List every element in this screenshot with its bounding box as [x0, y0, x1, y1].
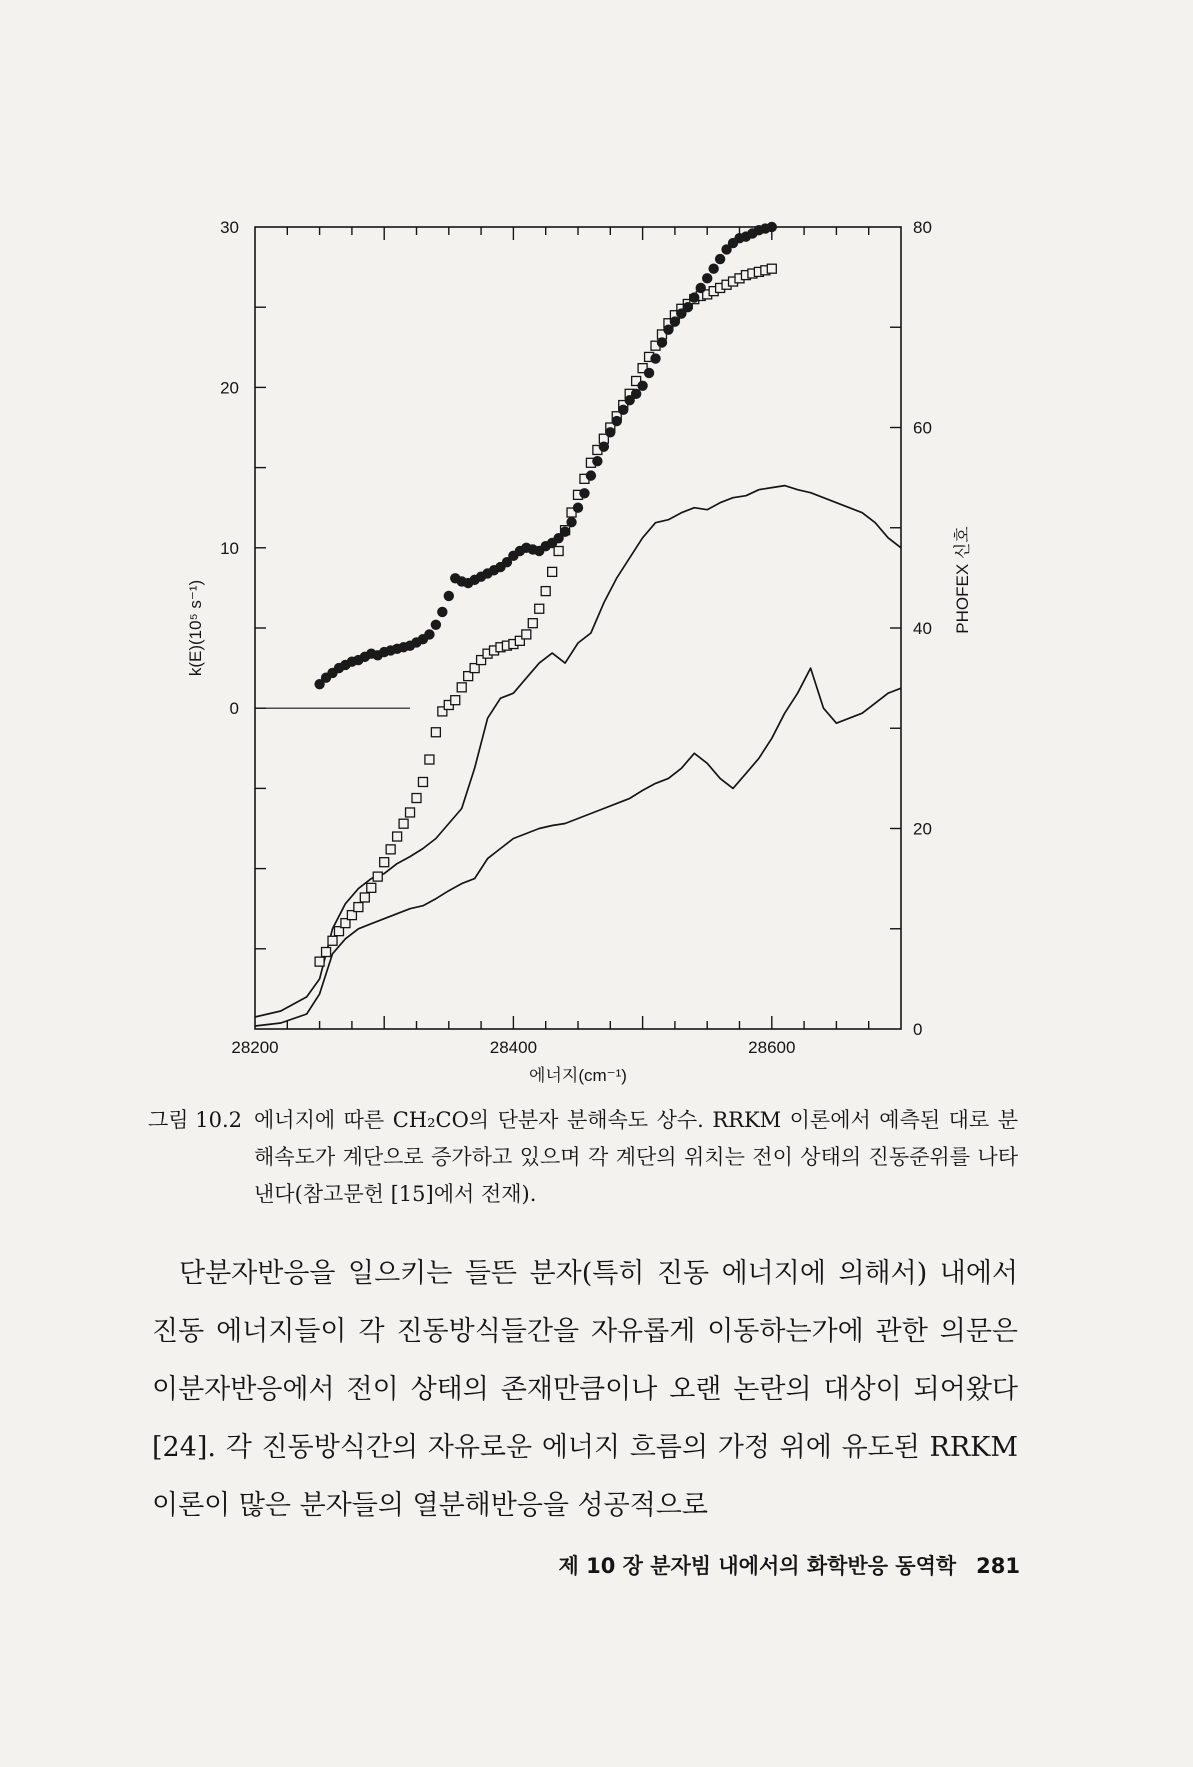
circle-point [566, 517, 576, 527]
square-point [399, 819, 408, 828]
circle-point [715, 254, 725, 264]
circle-point [702, 273, 712, 283]
right-y-tick-label: 20 [913, 819, 932, 839]
open-square-series [315, 264, 776, 966]
circle-point [689, 292, 699, 302]
phofex-trace-2 [255, 486, 901, 1017]
right-y-tick-label: 80 [913, 218, 932, 237]
square-point [354, 903, 363, 912]
square-point [367, 883, 376, 892]
circle-point [708, 264, 718, 274]
caption-label: 그림 10.2 [148, 1108, 243, 1132]
circle-point [437, 607, 447, 617]
square-point [548, 567, 557, 576]
right-y-tick-label: 0 [913, 1020, 923, 1039]
square-point [528, 619, 537, 628]
left-y-tick-label: 30 [220, 218, 239, 237]
left-y-tick-label: 10 [220, 538, 239, 558]
circle-point [767, 222, 777, 232]
x-tick-label: 28400 [489, 1038, 538, 1057]
left-y-tick-label: 20 [220, 378, 239, 398]
square-point [328, 936, 337, 945]
circle-point [663, 324, 673, 334]
circle-point [586, 470, 596, 480]
square-point [767, 264, 776, 273]
tick-labels [220, 218, 932, 1057]
square-point [393, 832, 402, 841]
square-point [535, 604, 544, 613]
square-point [386, 845, 395, 854]
square-point [412, 794, 421, 803]
square-point [322, 948, 331, 957]
circle-point [612, 416, 622, 426]
square-point [425, 755, 434, 764]
circle-point [670, 316, 680, 326]
page-number: 281 [976, 1554, 1020, 1578]
square-point [406, 808, 415, 817]
square-point [380, 858, 389, 867]
body-paragraph: 단분자반응을 일으키는 들뜬 분자(특히 진동 에너지에 의해서) 내에서 진동 에너지들이 각 진동방식들간을 자유롭게 이동하는가에 관한 의문은 이분자반응에서 전이 상태의 존재만큼이나 오랜 논란의 대상이 되어왔다[24]. 각 진동방식간의 자유로운 에너지 흐름의 가정 위에 유도된 RRKM 이론이 많은 분자들의 열분해반응을 성공적으로 [152, 1258, 1018, 1521]
square-point [431, 728, 440, 737]
square-point [360, 893, 369, 902]
circle-point [637, 381, 647, 391]
circle-point [444, 591, 454, 601]
right-y-tick-label: 40 [913, 619, 932, 638]
circle-point [683, 302, 693, 312]
square-point [554, 547, 563, 556]
square-point [373, 872, 382, 881]
axis-ticks [255, 227, 901, 1029]
circle-point [696, 283, 706, 293]
circle-point [605, 427, 615, 437]
square-point [541, 587, 550, 596]
circle-point [560, 527, 570, 537]
phofex-trace-3 [255, 668, 901, 1026]
square-point [315, 957, 324, 966]
running-footer [460, 1550, 1020, 1580]
circle-point [573, 503, 583, 513]
left-axis-title: k(E)(10⁵ s⁻¹) [186, 579, 205, 677]
circle-point [618, 405, 628, 415]
circle-point [592, 456, 602, 466]
square-point [418, 777, 427, 786]
square-point [457, 683, 466, 692]
caption-text: 에너지에 따른 CH₂CO의 단분자 분해속도 상수. RRKM 이론에서 예측된 대로 분해속도가 계단으로 증가하고 있으며 각 계단의 위치는 전이 상태의 진동준위를 나타낸다(참고문헌 [15]에서 전재). [254, 1108, 1018, 1206]
circle-point [631, 389, 641, 399]
footer-chapter-title: 제 10 장 분자빔 내에서의 화학반응 동역학 [558, 1554, 957, 1578]
x-axis-title: 에너지(cm⁻¹) [529, 1066, 627, 1085]
circle-point [431, 620, 441, 630]
x-tick-label: 28600 [748, 1038, 796, 1057]
circle-point [644, 368, 654, 378]
phofex-traces [255, 486, 901, 1026]
square-point [451, 696, 460, 705]
right-y-tick-label: 60 [913, 418, 932, 438]
figure-caption [148, 1102, 1018, 1213]
left-y-tick-label: 0 [229, 699, 239, 719]
circle-point [579, 488, 589, 498]
circle-point [599, 442, 609, 452]
square-point [522, 630, 531, 639]
circle-point [657, 337, 667, 347]
right-axis-title: PHOFEX 신호 [953, 526, 972, 634]
circle-point [424, 629, 434, 639]
plot-frame [255, 227, 901, 1029]
x-tick-label: 28200 [231, 1038, 279, 1057]
circle-point [650, 353, 660, 363]
